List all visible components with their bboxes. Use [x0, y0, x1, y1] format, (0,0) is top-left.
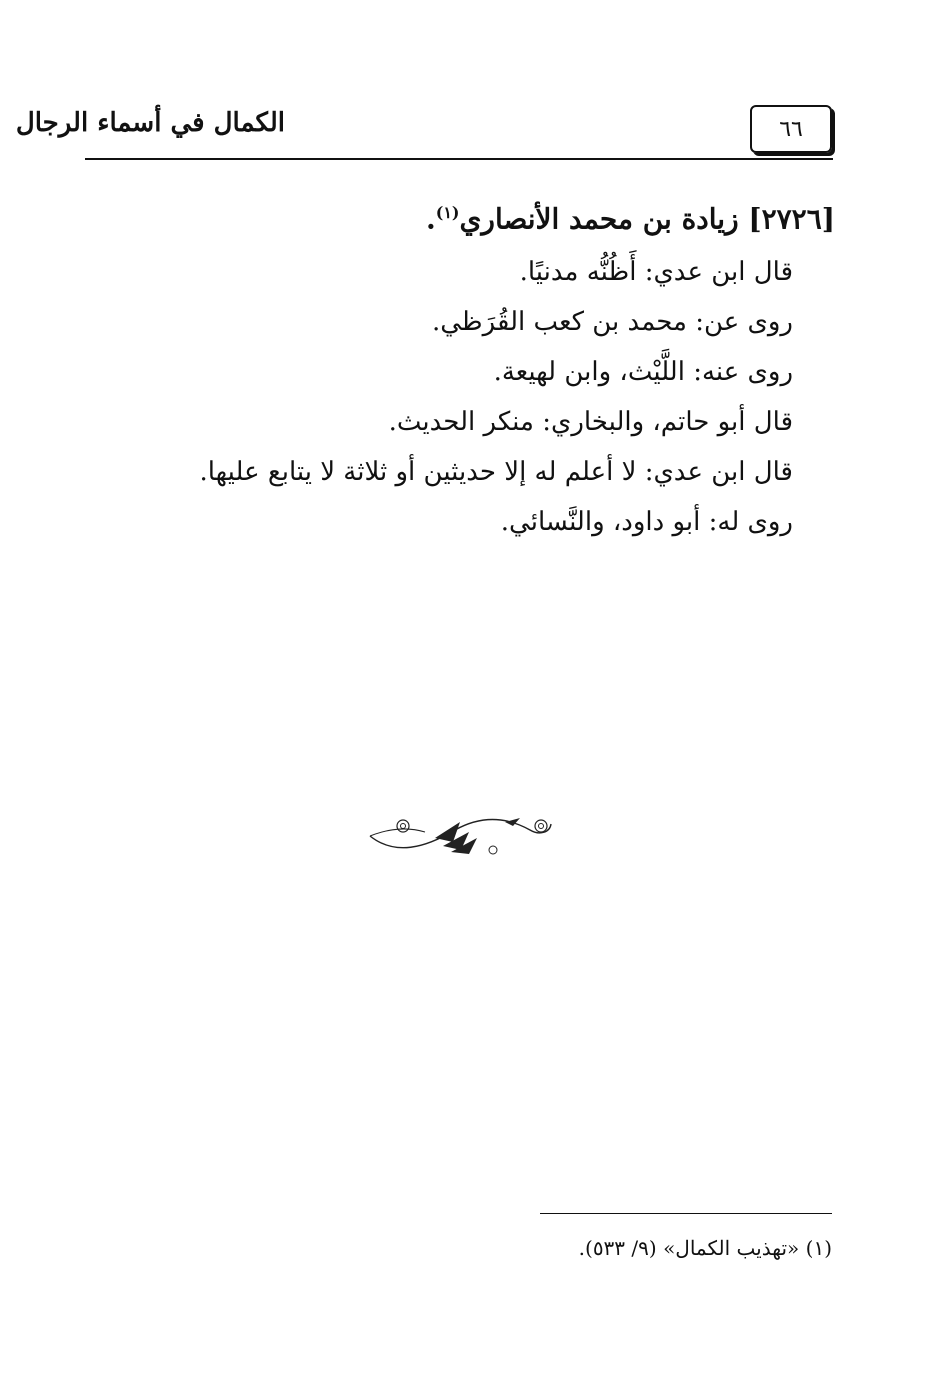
entry-line-narrated-for: روى له: أبو داود، والنَّسائي. — [500, 507, 793, 538]
entry-title — [120, 185, 835, 247]
page-number: ٦٦ — [779, 116, 803, 142]
entry-title-text: [٢٧٢٦] زيادة بن محمد الأنصاري — [459, 202, 835, 236]
page-number-box — [750, 105, 832, 153]
footnote-rule — [540, 1213, 832, 1214]
floral-ornament-divider — [365, 808, 555, 858]
entry-line-ibn-adi-assessment: قال ابن عدي: لا أعلم له إلا حديثين أو ثلاثة لا يتابع عليها. — [199, 457, 793, 488]
running-title-calligraphy: الكمال في أسماء الرجال — [15, 108, 285, 138]
entry-line-narrated-from: روى عن: محمد بن كعب القُرَظي. — [432, 307, 793, 338]
footnote: (١) «تهذيب الكمال» (٩/ ٥٣٣). — [578, 1236, 832, 1260]
biography-entry — [120, 185, 835, 547]
entry-line-abu-hatim: قال أبو حاتم، والبخاري: منكر الحديث. — [388, 407, 793, 438]
footnote-marker: (١) — [435, 203, 460, 222]
entry-line-ibn-adi-origin: قال ابن عدي: أَظُنُّه مدنيًا. — [519, 257, 793, 288]
header-rule — [85, 158, 833, 160]
entry-title-end: . — [426, 202, 436, 236]
entry-line-narrated-by: روى عنه: اللَّيْث، وابن لهيعة. — [493, 357, 793, 388]
